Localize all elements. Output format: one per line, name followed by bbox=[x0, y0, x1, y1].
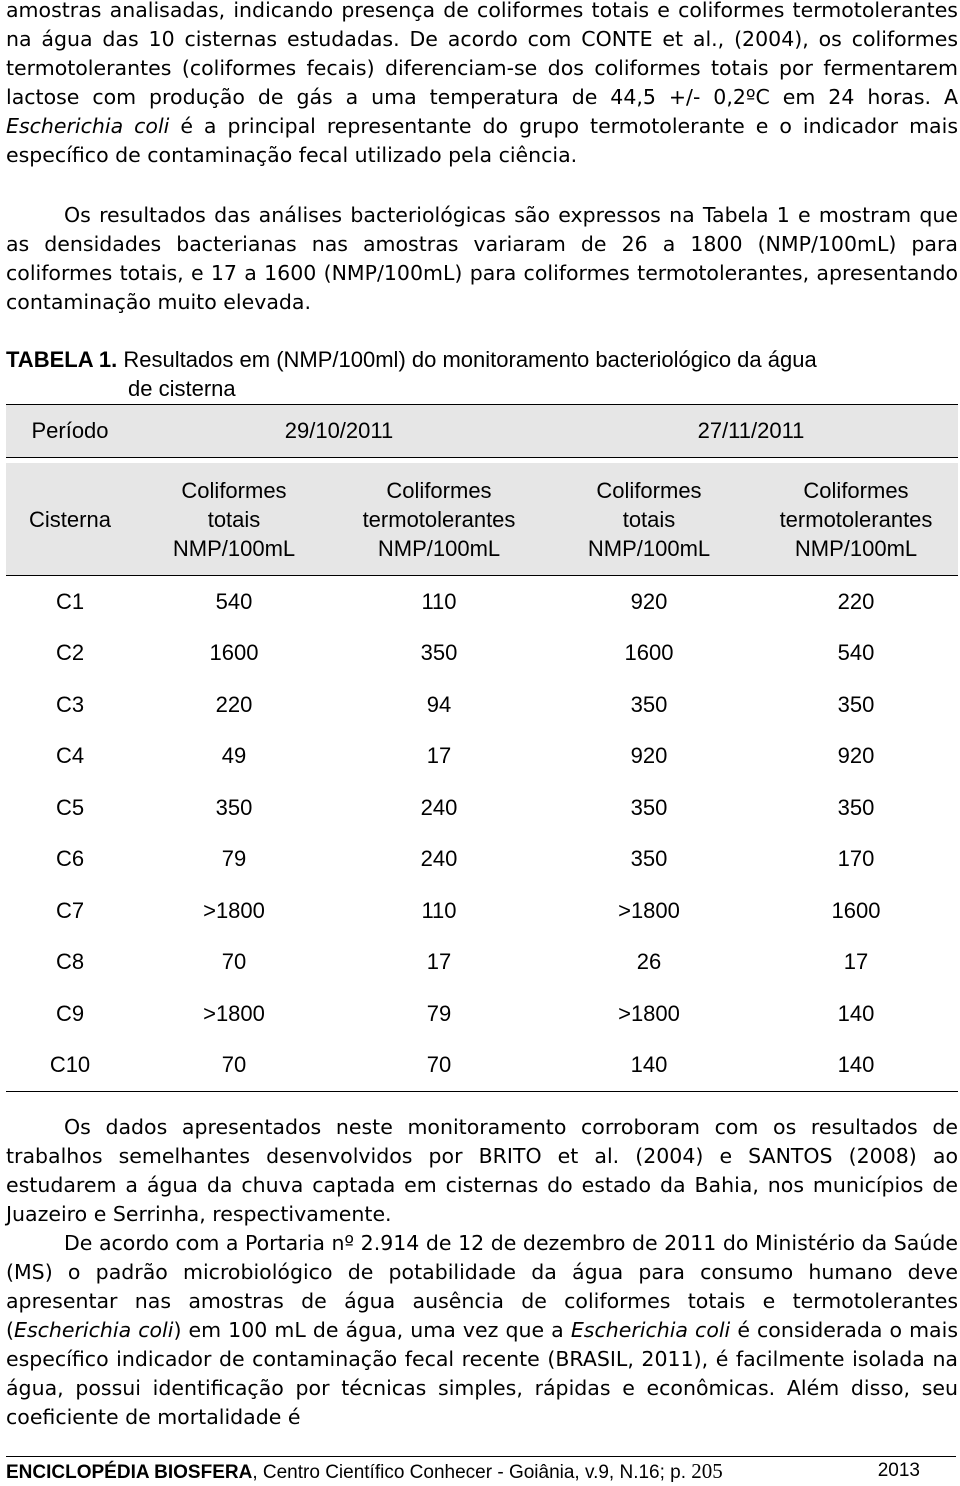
value-cell: 350 bbox=[630, 691, 668, 717]
value-cell: 1600 bbox=[831, 897, 881, 923]
value-cell: 70 bbox=[221, 949, 247, 975]
value-cell: 540 bbox=[837, 640, 875, 666]
table-row bbox=[6, 988, 958, 1040]
value-cell: 350 bbox=[837, 794, 875, 820]
value-cell: 350 bbox=[630, 794, 668, 820]
table-label: TABELA 1. bbox=[6, 347, 118, 372]
paragraph-text: Os resultados das análises bacteriológicas são expressos na Tabela 1 e mostram que as densidades bacterianas nas amostras variaram de 26 a 1800 (NMP/100mL) para coliformes totais, e 17 a 1600 (NMP/100mL) para coliformes termotolerantes, apresentando contaminação muito elevada. bbox=[6, 203, 958, 314]
period-label: Período bbox=[6, 405, 134, 458]
value-cell: 350 bbox=[215, 794, 253, 820]
column-header-row bbox=[6, 463, 958, 576]
value-cell: >1800 bbox=[203, 1000, 265, 1026]
cistern-id-cell: C9 bbox=[55, 1000, 85, 1026]
cistern-id-cell: C4 bbox=[55, 743, 85, 769]
table-row bbox=[6, 782, 958, 834]
value-cell: >1800 bbox=[203, 897, 265, 923]
value-cell: >1800 bbox=[618, 1000, 680, 1026]
value-cell: >1800 bbox=[618, 897, 680, 923]
cistern-id-cell: C6 bbox=[55, 846, 85, 872]
value-cell: 17 bbox=[843, 949, 869, 975]
paragraph-text: amostras analisadas, indicando presença de coliformes totais e coliformes termotolerantes na água das 10 cisternas estudadas. De acordo com CONTE et al., (2004), os coliformes termotolerantes (coliformes fecais) diferenciam-se dos coliformes totais por fermentarem lactose com produção de gás a uma temperatura de 44,5 +/- 0,2ºC em 24 horas. A bbox=[6, 0, 958, 109]
period-2-date: 27/11/2011 bbox=[544, 405, 958, 458]
column-header: Coliformes termotolerantes NMP/100mL bbox=[754, 463, 958, 576]
value-cell: 540 bbox=[215, 588, 253, 614]
cistern-id-cell: C3 bbox=[55, 691, 85, 717]
results-paragraph bbox=[6, 201, 958, 317]
footer-citation: , Centro Científico Conhecer - Goiânia, v.9, N.16; p. bbox=[252, 1462, 692, 1483]
table-caption-line1: Resultados em (NMP/100ml) do monitoramento bacteriológico da água bbox=[117, 347, 817, 372]
value-cell: 170 bbox=[837, 846, 875, 872]
cistern-id-cell: C1 bbox=[55, 588, 85, 614]
table-row bbox=[6, 679, 958, 731]
paragraph-text: ) em 100 mL de água, uma vez que a bbox=[173, 1318, 571, 1342]
cistern-id-cell: C5 bbox=[55, 794, 85, 820]
paragraph-text: é considerada o mais específico indicador de contaminação fecal recente (BRASIL, 2011), é facilmente isolada na água, possui identificação por técnicas simples, rápidas e econômicas. Além disso, seu coeficiente de mortalidade é bbox=[6, 1318, 958, 1429]
value-cell: 350 bbox=[837, 691, 875, 717]
value-cell: 920 bbox=[630, 588, 668, 614]
value-cell: 140 bbox=[754, 1040, 958, 1092]
period-1-date: 29/10/2011 bbox=[134, 405, 544, 458]
column-header: Coliformes termotolerantes NMP/100mL bbox=[334, 463, 544, 576]
column-header: Coliformes totais NMP/100mL bbox=[134, 463, 334, 576]
value-cell: 350 bbox=[630, 846, 668, 872]
journal-name: ENCICLOPÉDIA BIOSFERA bbox=[6, 1462, 253, 1483]
table-row bbox=[6, 576, 958, 628]
paragraph-text: Os dados apresentados neste monitoramento corroboram com os resultados de trabalhos semelhantes desenvolvidos por BRITO et al. (2004) e SANTOS (2008) ao estudarem a água da chuva captada em cisternas do estado da Bahia, nos municípios de Juazeiro e Serrinha, respectivamente. bbox=[6, 1115, 958, 1226]
value-cell: 110 bbox=[421, 588, 457, 614]
value-cell: 49 bbox=[221, 743, 247, 769]
discussion-paragraphs bbox=[6, 1113, 958, 1432]
value-cell: 140 bbox=[544, 1040, 754, 1092]
species-name: Escherichia coli bbox=[6, 114, 170, 138]
paragraph-text: é a principal representante do grupo termotolerante e o indicador mais específico de contaminação fecal utilizado pela ciência. bbox=[6, 114, 958, 167]
intro-paragraph bbox=[6, 0, 958, 170]
value-cell: 240 bbox=[420, 846, 458, 872]
table-caption bbox=[6, 345, 958, 403]
page-footer bbox=[6, 1456, 956, 1486]
value-cell: 1600 bbox=[209, 640, 259, 666]
page-number: 205 bbox=[691, 1459, 723, 1483]
table-row bbox=[6, 1040, 958, 1092]
species-name: Escherichia coli bbox=[570, 1318, 731, 1342]
footer-year: 2013 bbox=[877, 1460, 920, 1481]
value-cell: 79 bbox=[426, 1000, 452, 1026]
table-row bbox=[6, 731, 958, 783]
value-cell: 920 bbox=[837, 743, 875, 769]
cistern-id-cell: C2 bbox=[55, 640, 85, 666]
value-cell: 140 bbox=[837, 1000, 875, 1026]
period-header-row bbox=[6, 405, 958, 458]
table-row bbox=[6, 834, 958, 886]
table-caption-line2: de cisterna bbox=[128, 376, 236, 401]
value-cell: 1600 bbox=[624, 640, 674, 666]
cistern-id-cell: C10 bbox=[6, 1040, 134, 1092]
cistern-id-cell: C7 bbox=[55, 897, 85, 923]
paragraph-text: De acordo com a Portaria nº 2.914 de 12 de dezembro de 2011 do Ministério da Saúde (MS) o padrão microbiológico de potabilidade da água para consumo humano deve apresentar nas amostras de água ausência de coliformes totais e termotolerantes ( bbox=[6, 1231, 958, 1342]
value-cell: 17 bbox=[426, 949, 452, 975]
species-name: Escherichia coli bbox=[14, 1318, 174, 1342]
cistern-id-cell: C8 bbox=[55, 949, 85, 975]
value-cell: 220 bbox=[837, 588, 875, 614]
table-row bbox=[6, 885, 958, 937]
value-cell: 70 bbox=[334, 1040, 544, 1092]
value-cell: 920 bbox=[630, 743, 668, 769]
value-cell: 94 bbox=[426, 691, 452, 717]
value-cell: 17 bbox=[426, 743, 452, 769]
value-cell: 79 bbox=[221, 846, 247, 872]
table-row bbox=[6, 628, 958, 680]
value-cell: 240 bbox=[420, 794, 458, 820]
table-row bbox=[6, 937, 958, 989]
cistern-label: Cisterna bbox=[6, 463, 134, 576]
value-cell: 70 bbox=[134, 1040, 334, 1092]
value-cell: 26 bbox=[636, 949, 662, 975]
value-cell: 110 bbox=[421, 897, 457, 923]
value-cell: 220 bbox=[215, 691, 253, 717]
value-cell: 350 bbox=[420, 640, 458, 666]
results-table bbox=[6, 404, 958, 1092]
column-header: Coliformes totais NMP/100mL bbox=[544, 463, 754, 576]
